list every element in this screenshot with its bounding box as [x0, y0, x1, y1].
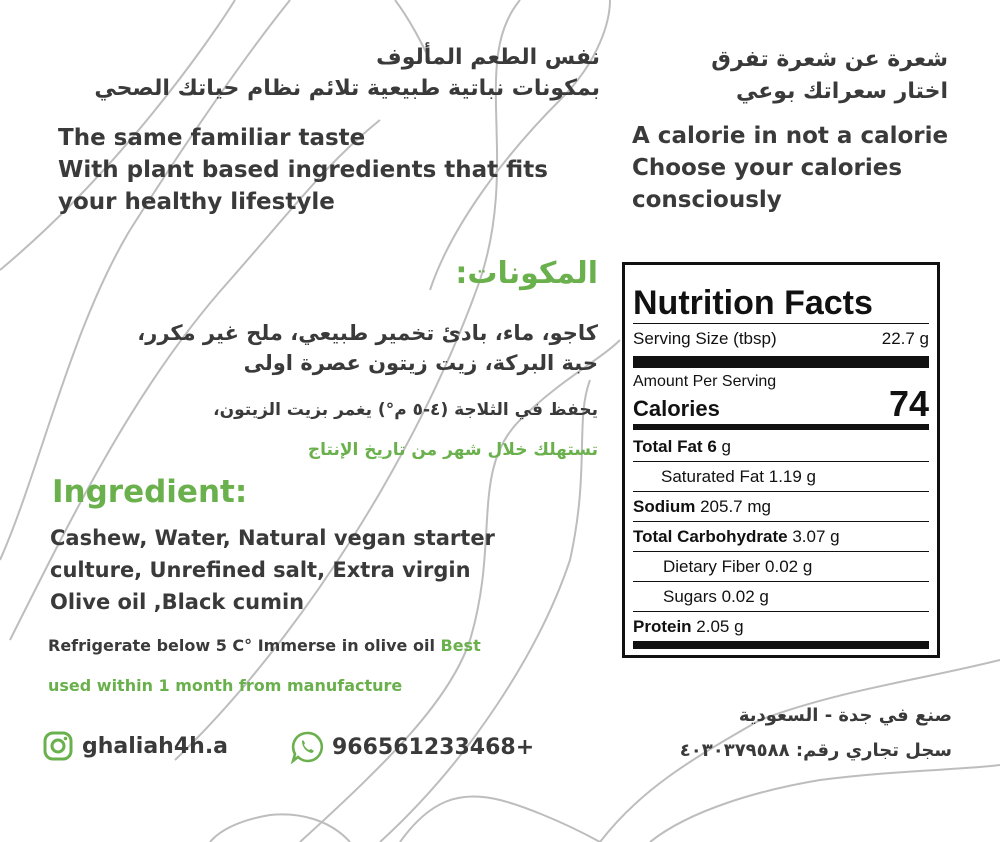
instagram-icon: [42, 730, 74, 762]
english-tagline-right: [632, 120, 948, 216]
nutrient-label: Saturated Fat: [661, 467, 765, 486]
arabic-storage-text: يحفظ في الثلاجة (٤-٥ م°) يغمر بزيت الزيتون،: [213, 400, 598, 420]
arabic-ingredients-title: المكونات:: [455, 256, 598, 291]
nutrient-label: Protein: [633, 617, 692, 636]
english-storage-text: [48, 636, 481, 655]
arabic-tagline-line: بمكونات نباتية طبيعية تلائم نظام حياتك الصحي: [94, 76, 600, 101]
arabic-tagline-right: [711, 44, 948, 108]
whatsapp-icon: [290, 730, 324, 764]
nutrient-value: 0.02 g: [721, 587, 769, 606]
english-best-before-text: used within 1 month from manufacture: [48, 676, 403, 695]
nutrient-row-sugars: [633, 582, 929, 612]
english-storage-best: Best: [440, 636, 481, 655]
nutrient-label: Sodium: [633, 497, 696, 516]
nutrient-value: 0.02 g: [765, 557, 813, 576]
arabic-best-before-text: تستهلك خلال شهر من تاريخ الإنتاج: [307, 440, 598, 460]
english-tagline-left: [58, 122, 548, 218]
instagram-handle: ghaliah4h.a: [82, 733, 229, 759]
instagram-contact[interactable]: [42, 730, 228, 762]
serving-size-label: Serving Size (tbsp): [633, 329, 777, 348]
calories-label: Calories: [633, 396, 720, 421]
nutrient-label: Total Carbohydrate: [633, 527, 788, 546]
arabic-ingredients-line: كاجو، ماء، بادئ تخمير طبيعي، ملح غير مكرر،: [137, 321, 598, 345]
english-tagline-line: consciously: [632, 187, 782, 213]
nutrient-label: Sugars: [663, 587, 717, 606]
made-in-text: صنع في جدة - السعودية: [738, 705, 952, 726]
nutrient-row-protein: [633, 612, 929, 641]
serving-size-row: [633, 324, 929, 354]
arabic-tagline-line: اختار سعراتك بوعي: [736, 79, 948, 104]
english-tagline-line: With plant based ingredients that fits: [58, 157, 548, 183]
arabic-tagline-line: نفس الطعم المألوف: [376, 45, 600, 70]
arabic-ingredients-line: حبة البركة، زيت زيتون عصرة اولى: [243, 351, 598, 375]
english-ingredients-title: Ingredient:: [52, 474, 248, 510]
nutrient-value: 2.05 g: [696, 617, 744, 636]
nutrient-row-saturated-fat: [633, 462, 929, 492]
serving-size-value: 22.7 g: [881, 329, 929, 348]
english-tagline-line: A calorie in not a calorie: [632, 123, 949, 149]
nutrient-value: 3.07 g: [792, 527, 840, 546]
whatsapp-contact[interactable]: [290, 730, 534, 764]
english-tagline-line: The same familiar taste: [58, 125, 366, 151]
nutrient-label: Total Fat: [633, 437, 703, 456]
arabic-ingredients-list: [137, 318, 598, 378]
english-ingredients-line: Olive oil ,Black cumin: [50, 590, 305, 614]
amount-per-serving-label: Amount Per Serving: [633, 373, 777, 390]
nutrition-facts-title: Nutrition Facts: [633, 284, 873, 322]
thick-bottom-divider: [633, 641, 929, 649]
whatsapp-number: 966561233468+: [332, 734, 535, 760]
english-ingredients-line: culture, Unrefined salt, Extra virgin: [50, 558, 471, 582]
english-tagline-line: Choose your calories: [632, 155, 903, 181]
arabic-tagline-line: شعرة عن شعرة تفرق: [711, 47, 948, 72]
english-tagline-line: your healthy lifestyle: [58, 189, 335, 215]
nutrient-row-sodium: [633, 492, 929, 522]
english-ingredients-list: [50, 522, 495, 618]
calories-value: 74: [888, 383, 929, 424]
nutrient-row-total-fat: [633, 432, 929, 462]
nutrient-value: 205.7 mg: [700, 497, 771, 516]
calories-row: [633, 383, 929, 424]
nutrient-label: Dietary Fiber: [663, 557, 761, 576]
nutrient-unit: g: [716, 437, 731, 456]
nutrient-value: 6: [707, 437, 717, 456]
nutrient-row-dietary-fiber: [633, 552, 929, 582]
nutrient-value: 1.19 g: [768, 467, 817, 486]
medium-divider: [633, 424, 929, 430]
nutrition-facts-panel: [622, 262, 940, 658]
nutrient-row-total-carbohydrate: [633, 522, 929, 552]
thick-divider: [633, 356, 929, 368]
arabic-tagline-left: [94, 42, 600, 104]
english-ingredients-line: Cashew, Water, Natural vegan starter: [50, 526, 495, 550]
commercial-registration-text: سجل تجاري رقم: ٤٠٣٠٣٧٩٥٨٨: [679, 740, 952, 761]
english-storage-main: Refrigerate below 5 C° Immerse in olive oil: [48, 636, 441, 655]
